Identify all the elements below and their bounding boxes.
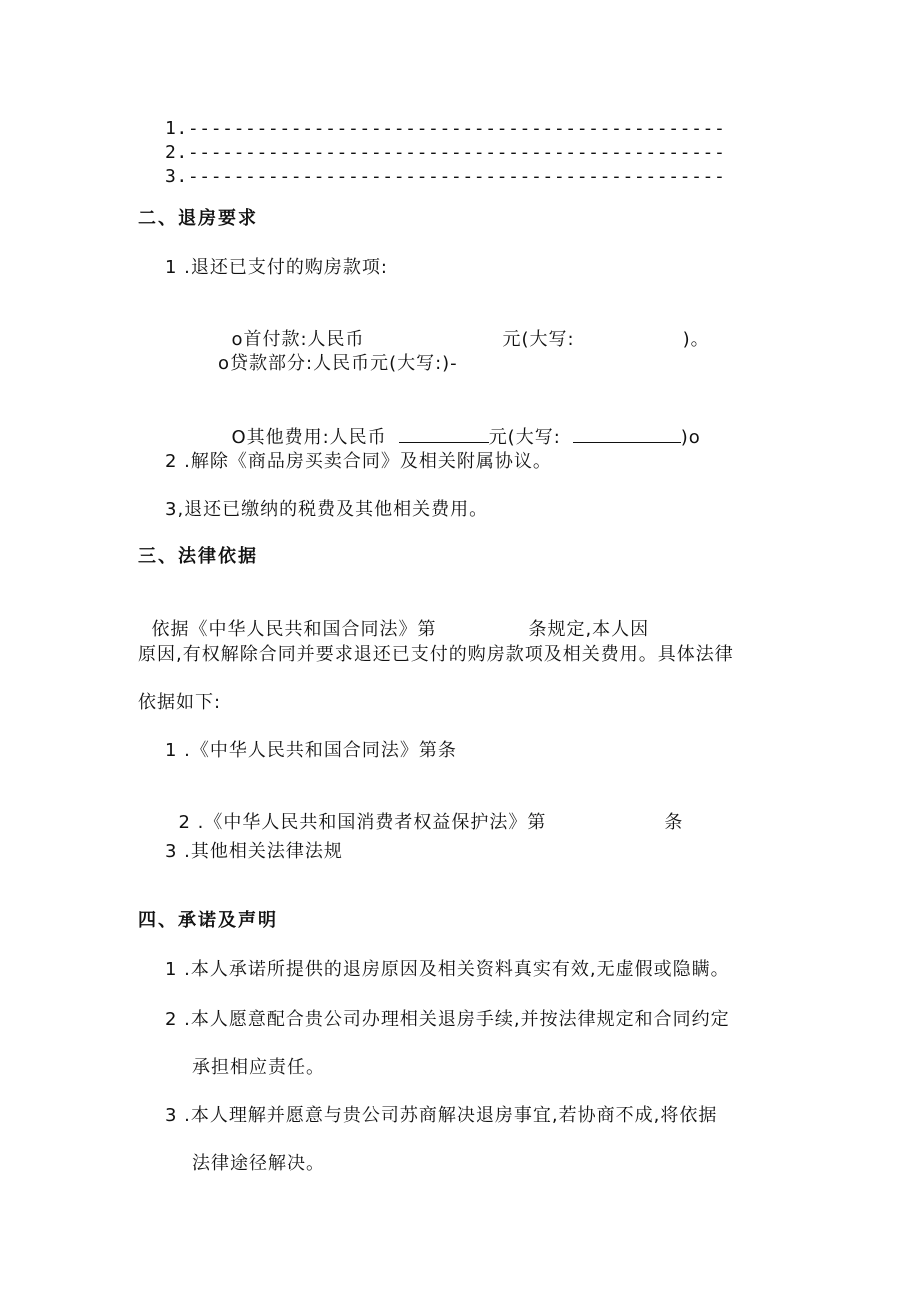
other-fees-label: O其他费用:人民币: [231, 427, 387, 448]
other-fees-amount-blank: [399, 424, 489, 443]
sec3-para-line-1: [138, 594, 649, 642]
sec2-item-2: 2 .解除《商品房买卖合同》及相关附属协议。: [165, 451, 552, 472]
sec3-para-1a: 依据《中华人民共和国合同法》第: [151, 619, 437, 640]
down-payment-capital-label: 元(大写:: [502, 329, 575, 350]
dash-line-2: 2.-----------------------------------------------: [165, 142, 726, 163]
section-4-title: 四、承诺及声明: [138, 910, 278, 931]
dash-line-1: 1.-----------------------------------------------: [165, 118, 726, 139]
sec4-item-1: 1 .本人承诺所提供的退房原因及相关资料真实有效,无虚假或隐瞒。: [165, 959, 730, 980]
loan-line: o贷款部分:人民币元(大写:)-: [218, 353, 458, 374]
sec3-item-3: 3 .其他相关法律法规: [165, 841, 343, 862]
sec3-item-2b: 条: [664, 812, 684, 833]
other-fees-line: [218, 400, 701, 450]
sec3-para-1b: 条规定,本人因: [528, 619, 650, 640]
sec4-item-2b: 承担相应责任。: [192, 1057, 325, 1078]
sec2-item-3: 3,退还已缴纳的税费及其他相关费用。: [165, 499, 489, 520]
sec4-item-3a: 3 .本人理解并愿意与贵公司苏商解决退房事宜,若协商不成,将依据: [165, 1105, 718, 1126]
down-payment-close: )。: [682, 329, 710, 350]
section-2-title: 二、退房要求: [138, 208, 258, 229]
section-3-title: 三、法律依据: [138, 546, 258, 567]
sec3-para-line-3: 依据如下:: [138, 692, 222, 713]
other-fees-capital-label: 元(大写:: [488, 427, 561, 448]
sec3-item-2: [165, 787, 683, 835]
sec3-item-1: 1 .《中华人民共和国合同法》第条: [165, 740, 457, 761]
sec3-item-2a: 2 .《中华人民共和国消费者权益保护法》第: [178, 812, 547, 833]
down-payment-line: [218, 304, 710, 352]
other-fees-capital-blank: [573, 424, 681, 443]
down-payment-label: o首付款:人民币: [231, 329, 365, 350]
dash-line-3: 3.-----------------------------------------------: [165, 166, 726, 187]
other-fees-close: )o: [680, 427, 701, 448]
sec4-item-2a: 2 .本人愿意配合贵公司办理相关退房手续,并按法律规定和合同约定: [165, 1009, 730, 1030]
sec2-item-1: 1 .退还已支付的购房款项:: [165, 257, 388, 278]
sec3-para-line-2: 原因,有权解除合同并要求退还已支付的购房款项及相关费用。具体法律: [138, 644, 734, 665]
sec4-item-3b: 法律途径解决。: [192, 1153, 325, 1174]
